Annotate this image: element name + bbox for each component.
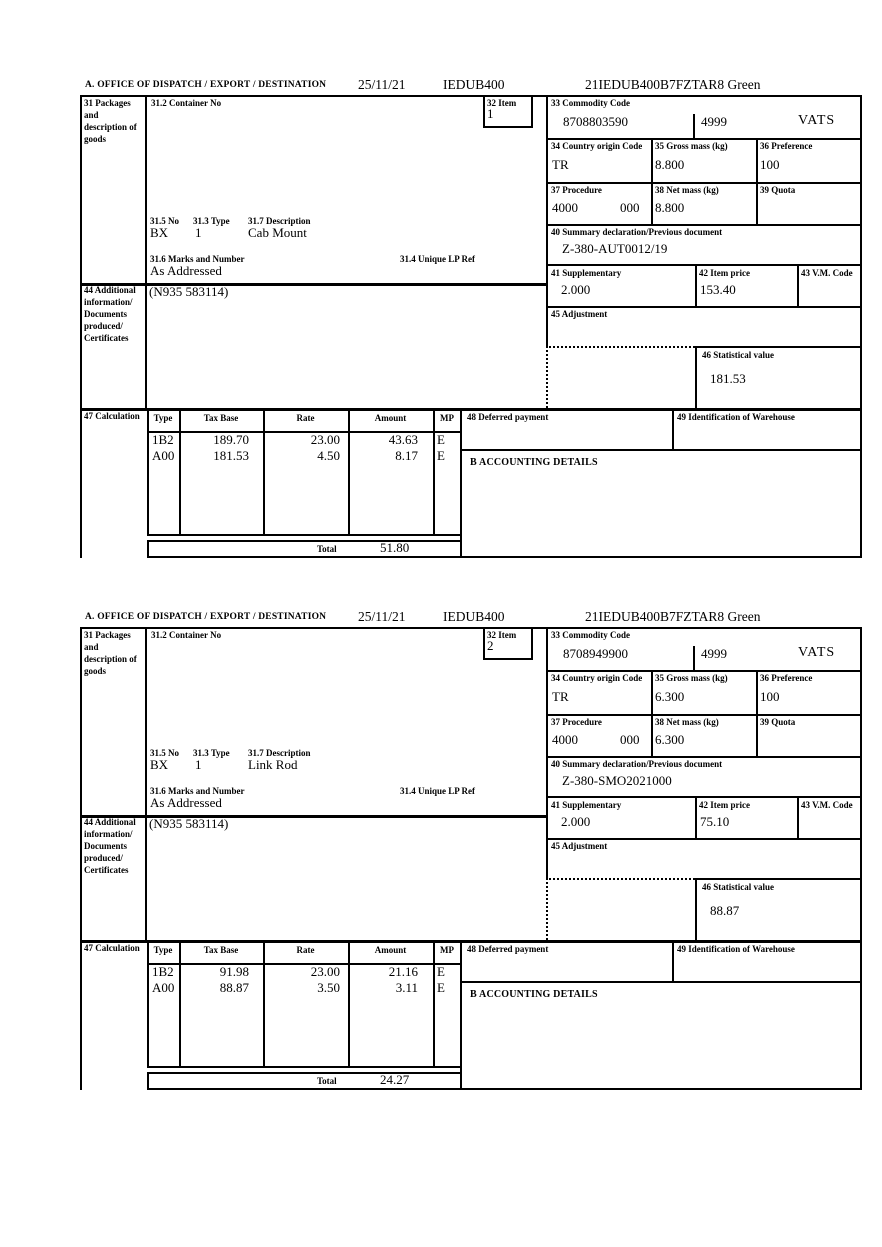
row-line-40-41 <box>546 796 862 798</box>
form-bottom-border <box>147 556 862 558</box>
procedure-value: 4000 <box>552 732 578 747</box>
item-label: 32 Item <box>487 630 517 640</box>
unique-lp-ref-label: 31.4 Unique LP Ref <box>400 254 476 264</box>
mrn-routing: 21IEDUB400B7FZTAR8 Green <box>585 77 761 92</box>
calc-col4-divider <box>433 940 435 1068</box>
declaration-date: 25/11/21 <box>358 609 406 624</box>
commodity-code-extra-value: 4999 <box>701 114 727 129</box>
box46-left-border <box>695 878 697 940</box>
statistical-value: 88.87 <box>710 903 740 918</box>
preference-value: 100 <box>760 157 780 172</box>
package-type-label: 31.3 Type <box>193 216 230 226</box>
procedure-extra-value: 000 <box>620 200 640 215</box>
box47-divider <box>80 940 862 943</box>
calc-header-rate: Rate <box>296 945 315 955</box>
calc-col2-divider <box>263 940 265 1068</box>
package-no-value: BX <box>150 225 169 240</box>
row-line-33-34 <box>546 138 862 140</box>
col-divider-34-35 <box>651 670 653 756</box>
item-price-value: 75.10 <box>700 814 730 829</box>
calc-header-tax-base: Tax Base <box>203 413 239 423</box>
total-row-top <box>147 1072 462 1074</box>
form-top-border <box>80 627 862 629</box>
row-line-37-40 <box>546 756 862 758</box>
container-no-label: 31.2 Container No <box>151 98 222 108</box>
form-right-border <box>860 95 862 558</box>
calc-row-amount: 43.63 <box>388 432 418 447</box>
deferred-payment-label: 48 Deferred payment <box>467 412 549 422</box>
calc-row-amount: 21.16 <box>388 964 418 979</box>
calc-row-rate: 4.50 <box>317 448 340 463</box>
commodity-code-value: 8708949900 <box>563 646 628 661</box>
calc-col3-divider <box>348 408 350 536</box>
accounting-top-border <box>462 981 862 983</box>
tax-type-value: VATS <box>798 645 836 660</box>
previous-document-value: Z-380-AUT0012/19 <box>562 241 668 256</box>
form-bottom-border <box>147 1088 862 1090</box>
gross-mass-value: 8.800 <box>655 157 685 172</box>
calc-header-mp: MP <box>440 945 454 955</box>
package-type-value: 1 <box>195 225 202 240</box>
warehouse-id-label: 49 Identification of Warehouse <box>677 944 795 954</box>
divider-48-49 <box>672 940 674 983</box>
col-divider-42-43 <box>797 264 799 306</box>
divider-48-49 <box>672 408 674 451</box>
commodity-code-divider <box>693 114 695 138</box>
mrn-routing: 21IEDUB400B7FZTAR8 Green <box>585 609 761 624</box>
box46-top-border <box>695 878 862 880</box>
unique-lp-ref-label: 31.4 Unique LP Ref <box>400 786 476 796</box>
item-box-left <box>483 95 485 128</box>
calc-row-mp: E <box>437 448 445 463</box>
calc-row-tax-base: 88.87 <box>219 980 249 995</box>
statistical-value-label: 46 Statistical value <box>702 350 774 360</box>
statistical-value-label: 46 Statistical value <box>702 882 774 892</box>
total-value: 51.80 <box>380 540 410 555</box>
item-label: 32 Item <box>487 98 517 108</box>
description-label: 31.7 Description <box>248 748 311 758</box>
item-price-label: 42 Item price <box>699 268 750 278</box>
vm-code-label: 43 V.M. Code <box>801 800 853 810</box>
calc-row-type: A00 <box>152 980 175 995</box>
calc-table-left <box>147 940 149 1068</box>
calc-col1-divider <box>179 408 181 536</box>
package-type-value: 1 <box>195 757 202 772</box>
total-label: Total <box>317 1076 337 1086</box>
item-box-right <box>531 627 533 660</box>
calc-row-mp: E <box>437 432 445 447</box>
country-origin-value: TR <box>552 689 569 704</box>
form-left-border <box>80 627 82 1090</box>
declaration-date: 25/11/21 <box>358 77 406 92</box>
procedure-value: 4000 <box>552 200 578 215</box>
adjustment-dotted-line-v <box>546 878 548 940</box>
calc-col1-divider <box>179 940 181 1068</box>
col-divider-35-36 <box>756 138 758 224</box>
container-no-label: 31.2 Container No <box>151 630 222 640</box>
quota-label: 39 Quota <box>760 185 796 195</box>
col-divider-41-42 <box>695 796 697 838</box>
country-origin-label: 34 Country origin Code <box>551 141 643 151</box>
marks-number-value: As Addressed <box>150 263 222 278</box>
total-row-top <box>147 540 462 542</box>
total-value: 24.27 <box>380 1072 410 1087</box>
calc-row-type: A00 <box>152 448 175 463</box>
commodity-code-divider <box>693 646 695 670</box>
deferred-payment-label: 48 Deferred payment <box>467 944 549 954</box>
supplementary-label: 41 Supplementary <box>551 800 622 810</box>
declaration-item-section <box>80 608 862 1090</box>
office-code: IEDUB400 <box>443 77 505 92</box>
box46-top-border <box>695 346 862 348</box>
row-line-37-40 <box>546 224 862 226</box>
statistical-value: 181.53 <box>710 371 746 386</box>
box46-left-border <box>695 346 697 408</box>
box44-label: 44 Additional information/ Documents produced/ Certificates <box>84 285 136 343</box>
previous-document-value: Z-380-SMO2021000 <box>562 773 672 788</box>
calc-col4-divider <box>433 408 435 536</box>
adjustment-dotted-line-h <box>546 878 695 880</box>
office-of-dispatch-label: A. OFFICE OF DISPATCH / EXPORT / DESTINATION <box>85 612 327 622</box>
adjustment-label: 45 Adjustment <box>551 841 608 851</box>
item-box-bottom <box>483 658 533 660</box>
calc-row-rate: 23.00 <box>310 432 340 447</box>
net-mass-label: 38 Net mass (kg) <box>655 185 719 195</box>
accounting-details-label: B ACCOUNTING DETAILS <box>470 989 598 1000</box>
box47-divider <box>80 408 862 411</box>
package-type-label: 31.3 Type <box>193 748 230 758</box>
commodity-code-label: 33 Commodity Code <box>551 98 630 108</box>
tax-type-value: VATS <box>798 113 836 128</box>
calc-row-mp: E <box>437 980 445 995</box>
previous-document-label: 40 Summary declaration/Previous document <box>551 759 723 769</box>
calc-table-bottom <box>147 534 462 536</box>
calc-row-amount: 3.11 <box>395 980 418 995</box>
package-no-value: BX <box>150 757 169 772</box>
item-price-value: 153.40 <box>700 282 736 297</box>
previous-document-label: 40 Summary declaration/Previous document <box>551 227 723 237</box>
procedure-label: 37 Procedure <box>551 717 602 727</box>
form-left-border <box>80 95 82 558</box>
col-divider-34-35 <box>651 138 653 224</box>
goods-description-value: Link Rod <box>248 757 298 772</box>
supplementary-value: 2.000 <box>561 814 591 829</box>
col-divider-35-36 <box>756 670 758 756</box>
right-panel-left-border <box>546 95 548 346</box>
description-label: 31.7 Description <box>248 216 311 226</box>
calc-header-type: Type <box>153 413 173 423</box>
goods-description-value: Cab Mount <box>248 225 307 240</box>
calc-header-rate: Rate <box>296 413 315 423</box>
preference-value: 100 <box>760 689 780 704</box>
row-line-34-37 <box>546 182 862 184</box>
left-column-divider <box>145 627 147 940</box>
marks-number-label: 31.6 Marks and Number <box>150 786 245 796</box>
procedure-label: 37 Procedure <box>551 185 602 195</box>
box31-label: 31 Packages and description of goods <box>84 630 137 676</box>
package-no-label: 31.5 No <box>150 216 179 226</box>
adjustment-label: 45 Adjustment <box>551 309 608 319</box>
supplementary-label: 41 Supplementary <box>551 268 622 278</box>
calc-row-mp: E <box>437 964 445 979</box>
item-box-bottom <box>483 126 533 128</box>
row-line-40-41 <box>546 264 862 266</box>
total-label: Total <box>317 544 337 554</box>
supplementary-value: 2.000 <box>561 282 591 297</box>
office-code: IEDUB400 <box>443 609 505 624</box>
gross-mass-label: 35 Gross mass (kg) <box>655 673 728 683</box>
total-row-left <box>147 540 149 556</box>
calc-row-rate: 3.50 <box>317 980 340 995</box>
calc-row-tax-base: 181.53 <box>213 448 249 463</box>
package-no-label: 31.5 No <box>150 748 179 758</box>
box47-label: 47 Calculation <box>84 411 140 421</box>
calc-row-type: 1B2 <box>152 432 174 447</box>
calc-header-mp: MP <box>440 413 454 423</box>
additional-info-value: (N935 583114) <box>149 284 229 299</box>
item-box-left <box>483 627 485 660</box>
calc-row-rate: 23.00 <box>310 964 340 979</box>
calc-row-type: 1B2 <box>152 964 174 979</box>
calc-header-amount: Amount <box>374 413 407 423</box>
country-origin-value: TR <box>552 157 569 172</box>
row-line-41-45 <box>546 838 862 840</box>
net-mass-label: 38 Net mass (kg) <box>655 717 719 727</box>
calc-header-tax-base: Tax Base <box>203 945 239 955</box>
commodity-code-extra-value: 4999 <box>701 646 727 661</box>
item-box-right <box>531 95 533 128</box>
country-origin-label: 34 Country origin Code <box>551 673 643 683</box>
calc-row-tax-base: 91.98 <box>219 964 249 979</box>
marks-number-value: As Addressed <box>150 795 222 810</box>
calc-header-type: Type <box>153 945 173 955</box>
box47-label: 47 Calculation <box>84 943 140 953</box>
calc-row-tax-base: 189.70 <box>213 432 249 447</box>
declaration-item-section <box>80 76 862 558</box>
item-price-label: 42 Item price <box>699 800 750 810</box>
gross-mass-label: 35 Gross mass (kg) <box>655 141 728 151</box>
office-of-dispatch-label: A. OFFICE OF DISPATCH / EXPORT / DESTINATION <box>85 80 327 90</box>
gross-mass-value: 6.300 <box>655 689 685 704</box>
calc-header-amount: Amount <box>374 945 407 955</box>
col-divider-42-43 <box>797 796 799 838</box>
form-top-border <box>80 95 862 97</box>
preference-label: 36 Preference <box>760 141 813 151</box>
adjustment-dotted-line-v <box>546 346 548 408</box>
calc-table-bottom <box>147 1066 462 1068</box>
row-line-33-34 <box>546 670 862 672</box>
quota-label: 39 Quota <box>760 717 796 727</box>
accounting-top-border <box>462 449 862 451</box>
box31-label: 31 Packages and description of goods <box>84 98 137 144</box>
marks-number-label: 31.6 Marks and Number <box>150 254 245 264</box>
additional-info-value: (N935 583114) <box>149 816 229 831</box>
procedure-extra-value: 000 <box>620 732 640 747</box>
accounting-details-label: B ACCOUNTING DETAILS <box>470 457 598 468</box>
form-right-border <box>860 627 862 1090</box>
net-mass-value: 8.800 <box>655 200 685 215</box>
item-number-value: 1 <box>487 106 494 121</box>
item-number-value: 2 <box>487 638 494 653</box>
row-line-34-37 <box>546 714 862 716</box>
preference-label: 36 Preference <box>760 673 813 683</box>
total-row-left <box>147 1072 149 1088</box>
vm-code-label: 43 V.M. Code <box>801 268 853 278</box>
commodity-code-value: 8708803590 <box>563 114 628 129</box>
box44-label: 44 Additional information/ Documents produced/ Certificates <box>84 817 136 875</box>
commodity-code-label: 33 Commodity Code <box>551 630 630 640</box>
calc-row-amount: 8.17 <box>395 448 418 463</box>
row-line-41-45 <box>546 306 862 308</box>
net-mass-value: 6.300 <box>655 732 685 747</box>
right-panel-left-border <box>546 627 548 878</box>
calc-col2-divider <box>263 408 265 536</box>
calc-col3-divider <box>348 940 350 1068</box>
calc-table-left <box>147 408 149 536</box>
col-divider-41-42 <box>695 264 697 306</box>
adjustment-dotted-line-h <box>546 346 695 348</box>
left-column-divider <box>145 95 147 408</box>
warehouse-id-label: 49 Identification of Warehouse <box>677 412 795 422</box>
